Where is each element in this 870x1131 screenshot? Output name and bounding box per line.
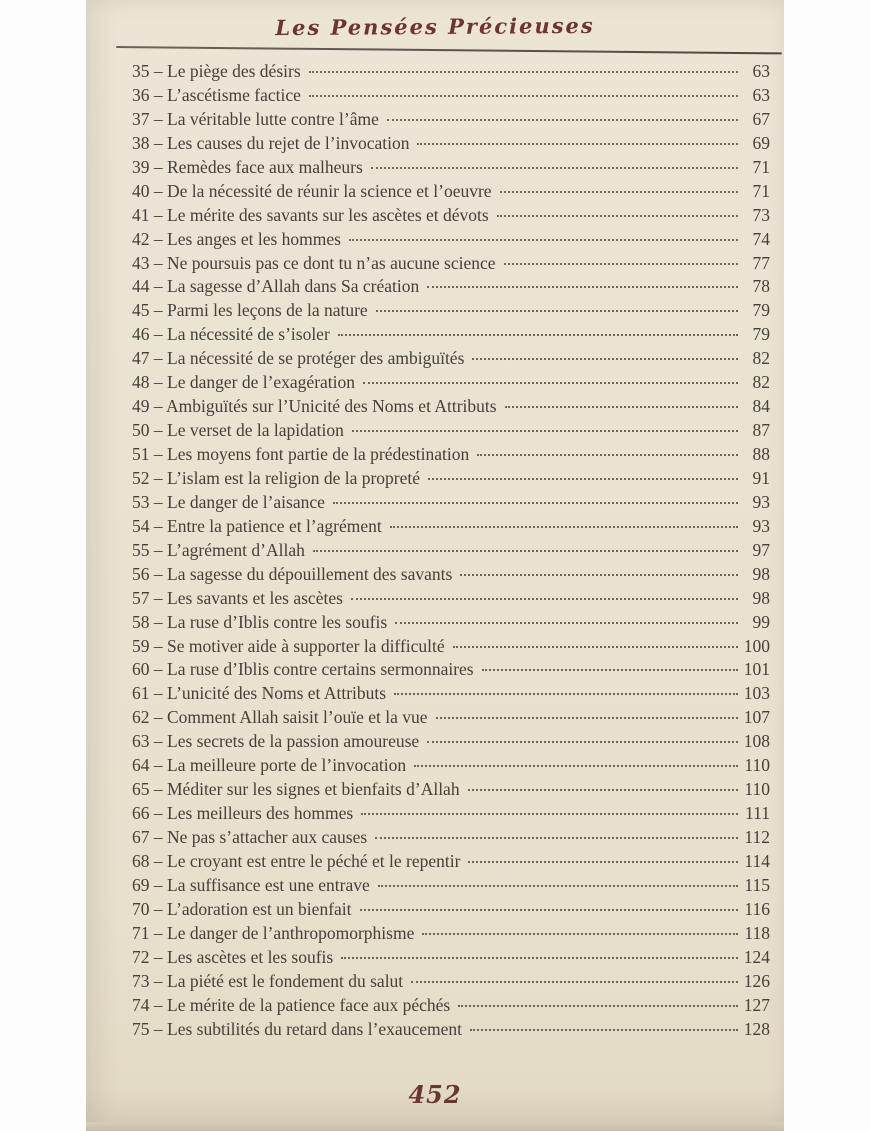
toc-entry-page: 112 bbox=[744, 827, 770, 847]
toc-entry bbox=[132, 443, 770, 467]
toc-entry bbox=[132, 898, 770, 922]
toc-entry-title: 47 – La nécessité de se protéger des ambiguïtés bbox=[132, 348, 465, 369]
toc-entry-title: 37 – La véritable lutte contre l’âme bbox=[132, 108, 379, 129]
toc-entry-title: 55 – L’agrément d’Allah bbox=[132, 539, 305, 560]
toc-entry-page: 87 bbox=[752, 420, 770, 441]
toc-entry-page: 69 bbox=[752, 132, 770, 153]
toc-entry-title: 62 – Comment Allah saisit l’ouïe et la vue bbox=[132, 707, 428, 728]
toc-entry-page: 100 bbox=[743, 635, 770, 656]
dot-leader bbox=[387, 119, 738, 121]
toc-entry-title: 64 – La meilleure porte de l’invocation bbox=[132, 755, 407, 776]
toc-entry-title: 72 – Les ascètes et les soufis bbox=[132, 946, 334, 967]
dot-leader bbox=[360, 909, 738, 911]
toc-entry-page: 126 bbox=[743, 970, 770, 991]
toc-entry-title: 44 – La sagesse d’Allah dans Sa création bbox=[132, 276, 420, 297]
dot-leader bbox=[427, 741, 738, 743]
toc-entry-page: 128 bbox=[743, 1018, 770, 1039]
toc-entry-title: 49 – Ambiguïtés sur l’Unicité des Noms et Attributs bbox=[132, 396, 497, 417]
page-number-footer: 452 bbox=[408, 1080, 462, 1109]
toc-entry bbox=[132, 347, 770, 371]
dot-leader bbox=[436, 717, 738, 719]
toc-entry bbox=[132, 826, 770, 850]
toc-entry bbox=[132, 1018, 770, 1042]
toc-entry bbox=[132, 108, 770, 132]
toc-entry-title: 73 – La piété est le fondement du salut bbox=[132, 970, 404, 991]
toc-entry-page: 110 bbox=[744, 755, 770, 776]
toc-entry bbox=[132, 658, 770, 682]
toc-entry-page: 63 bbox=[752, 84, 770, 105]
toc-entry-page: 97 bbox=[752, 539, 770, 560]
toc-entry-page: 99 bbox=[752, 611, 770, 632]
dot-leader bbox=[427, 286, 738, 288]
toc-entry-page: 116 bbox=[744, 898, 770, 919]
toc-entry-title: 42 – Les anges et les hommes bbox=[132, 228, 341, 249]
toc-entry-title: 45 – Parmi les leçons de la nature bbox=[132, 300, 368, 321]
dot-leader bbox=[338, 334, 738, 336]
toc-entry-title: 40 – De la nécessité de réunir la science et l’oeuvre bbox=[132, 180, 492, 201]
toc-entry-title: 65 – Méditer sur les signes et bienfaits d’Allah bbox=[132, 779, 460, 800]
dot-leader bbox=[395, 622, 738, 624]
toc-entry bbox=[132, 539, 770, 563]
toc-entry-page: 84 bbox=[752, 396, 770, 417]
dot-leader bbox=[497, 215, 738, 217]
dot-leader bbox=[375, 837, 738, 839]
dot-leader bbox=[333, 502, 738, 504]
toc-list bbox=[86, 58, 784, 1041]
toc-entry-page: 107 bbox=[743, 707, 770, 728]
toc-entry bbox=[132, 778, 770, 802]
toc-entry-page: 110 bbox=[744, 779, 770, 800]
dot-leader bbox=[468, 861, 738, 863]
page-bottom-edge bbox=[86, 1122, 784, 1131]
toc-entry-title: 61 – L’unicité des Noms et Attributs bbox=[132, 683, 387, 704]
dot-leader bbox=[390, 526, 738, 528]
toc-entry-page: 115 bbox=[744, 874, 770, 895]
toc-entry-page: 108 bbox=[743, 731, 770, 752]
toc-entry-page: 67 bbox=[752, 108, 770, 129]
toc-entry-page: 103 bbox=[743, 683, 770, 704]
toc-entry bbox=[132, 84, 770, 108]
dot-leader bbox=[453, 646, 738, 648]
toc-entry-page: 77 bbox=[752, 252, 770, 273]
toc-entry-page: 101 bbox=[743, 659, 770, 680]
toc-entry-page: 82 bbox=[752, 348, 770, 369]
toc-entry-title: 41 – Le mérite des savants sur les ascètes et dévots bbox=[132, 204, 489, 225]
toc-entry-page: 127 bbox=[743, 994, 770, 1015]
toc-entry bbox=[132, 204, 770, 228]
toc-entry bbox=[132, 922, 770, 946]
toc-entry bbox=[132, 395, 770, 419]
toc-entry-page: 93 bbox=[752, 491, 770, 512]
toc-entry-title: 39 – Remèdes face aux malheurs bbox=[132, 156, 363, 177]
toc-entry-page: 71 bbox=[752, 180, 770, 201]
dot-leader bbox=[349, 239, 738, 241]
toc-entry bbox=[132, 132, 770, 156]
toc-entry-title: 38 – Les causes du rejet de l’invocation bbox=[132, 132, 410, 153]
toc-entry bbox=[132, 180, 770, 204]
toc-entry-page: 98 bbox=[752, 587, 770, 608]
dot-leader bbox=[460, 574, 738, 576]
dot-leader bbox=[371, 167, 738, 169]
toc-entry bbox=[132, 802, 770, 826]
toc-entry-page: 114 bbox=[744, 850, 770, 871]
toc-entry bbox=[132, 682, 770, 706]
dot-leader bbox=[505, 406, 738, 408]
toc-entry-title: 66 – Les meilleurs des hommes bbox=[132, 803, 354, 824]
toc-entry-title: 67 – Ne pas s’attacher aux causes bbox=[132, 827, 368, 847]
toc-entry-page: 111 bbox=[745, 803, 770, 824]
toc-entry bbox=[132, 275, 770, 299]
toc-entry-title: 52 – L’islam est la religion de la propreté bbox=[132, 467, 421, 488]
dot-leader bbox=[376, 310, 738, 312]
dot-leader bbox=[414, 765, 738, 767]
toc-entry-title: 56 – La sagesse du dépouillement des savants bbox=[132, 563, 453, 584]
toc-entry bbox=[132, 563, 770, 587]
dot-leader bbox=[468, 789, 738, 791]
toc-entry bbox=[132, 850, 770, 874]
page-header bbox=[86, 0, 784, 58]
toc-entry bbox=[132, 228, 770, 252]
toc-entry-title: 43 – Ne poursuis pas ce dont tu n’as aucune science bbox=[132, 252, 496, 273]
dot-leader bbox=[500, 191, 738, 193]
toc-entry-title: 35 – Le piège des désirs bbox=[132, 61, 301, 81]
toc-entry bbox=[132, 299, 770, 323]
dot-leader bbox=[341, 957, 738, 959]
toc-entry-title: 54 – Entre la patience et l’agrément bbox=[132, 515, 382, 536]
dot-leader bbox=[472, 358, 738, 360]
toc-entry bbox=[132, 994, 770, 1018]
toc-entry-page: 79 bbox=[752, 324, 770, 345]
dot-leader bbox=[313, 550, 738, 552]
toc-entry-title: 58 – La ruse d’Iblis contre les soufis bbox=[132, 611, 388, 632]
dot-leader bbox=[394, 693, 738, 695]
toc-entry-page: 63 bbox=[752, 61, 770, 81]
toc-entry bbox=[132, 467, 770, 491]
toc-entry-title: 69 – La suffisance est une entrave bbox=[132, 874, 370, 895]
book-page bbox=[86, 0, 784, 1131]
dot-leader bbox=[363, 382, 738, 384]
toc-entry-page: 93 bbox=[752, 515, 770, 536]
toc-entry-title: 74 – Le mérite de la patience face aux péchés bbox=[132, 994, 451, 1015]
toc-entry-title: 68 – Le croyant est entre le péché et le repentir bbox=[132, 850, 461, 871]
header-rule bbox=[116, 46, 782, 54]
toc-entry-title: 71 – Le danger de l’anthropomorphisme bbox=[132, 922, 415, 943]
toc-entry-title: 75 – Les subtilités du retard dans l’exaucement bbox=[132, 1018, 462, 1039]
toc-entry-page: 74 bbox=[752, 228, 770, 249]
dot-leader bbox=[309, 71, 738, 73]
toc-entry-page: 82 bbox=[752, 372, 770, 393]
toc-entry-title: 70 – L’adoration est un bienfait bbox=[132, 898, 352, 919]
toc-entry bbox=[132, 754, 770, 778]
toc-entry-page: 78 bbox=[752, 276, 770, 297]
dot-leader bbox=[378, 885, 738, 887]
toc-entry-title: 46 – La nécessité de s’isoler bbox=[132, 324, 330, 345]
toc-entry bbox=[132, 323, 770, 347]
page-header-title: Les Pensées Précieuses bbox=[275, 12, 595, 41]
toc-entry bbox=[132, 419, 770, 443]
toc-entry-page: 118 bbox=[744, 922, 770, 943]
toc-entry bbox=[132, 970, 770, 994]
toc-entry bbox=[132, 491, 770, 515]
toc-entry-title: 48 – Le danger de l’exagération bbox=[132, 372, 356, 393]
toc-entry bbox=[132, 706, 770, 730]
toc-entry bbox=[132, 730, 770, 754]
dot-leader bbox=[352, 430, 738, 432]
toc-entry bbox=[132, 252, 770, 276]
toc-entry-title: 57 – Les savants et les ascètes bbox=[132, 587, 343, 608]
dot-leader bbox=[477, 454, 738, 456]
toc-entry-title: 59 – Se motiver aide à supporter la difficulté bbox=[132, 635, 445, 656]
dot-leader bbox=[411, 981, 738, 983]
toc-entry bbox=[132, 156, 770, 180]
toc-entry bbox=[132, 60, 770, 84]
toc-entry bbox=[132, 371, 770, 395]
toc-entry-page: 73 bbox=[752, 204, 770, 225]
toc-entry-page: 88 bbox=[752, 444, 770, 464]
toc-entry-title: 53 – Le danger de l’aisance bbox=[132, 491, 325, 512]
toc-entry bbox=[132, 946, 770, 970]
toc-entry-title: 63 – Les secrets de la passion amoureuse bbox=[132, 731, 420, 752]
toc-entry-title: 60 – La ruse d’Iblis contre certains sermonnaires bbox=[132, 659, 474, 680]
toc-entry bbox=[132, 587, 770, 611]
toc-entry-page: 98 bbox=[752, 563, 770, 584]
dot-leader bbox=[309, 95, 738, 97]
toc-entry bbox=[132, 515, 770, 539]
toc-entry-page: 79 bbox=[752, 300, 770, 321]
toc-entry bbox=[132, 611, 770, 635]
dot-leader bbox=[470, 1029, 738, 1031]
dot-leader bbox=[458, 1005, 738, 1007]
toc-entry bbox=[132, 635, 770, 659]
dot-leader bbox=[351, 598, 738, 600]
dot-leader bbox=[361, 813, 738, 815]
toc-entry-page: 91 bbox=[752, 467, 770, 488]
dot-leader bbox=[417, 143, 738, 145]
toc-entry-page: 71 bbox=[752, 156, 770, 177]
dot-leader bbox=[504, 263, 738, 265]
dot-leader bbox=[428, 478, 738, 480]
toc-entry bbox=[132, 874, 770, 898]
toc-entry-page: 124 bbox=[743, 946, 770, 967]
toc-entry-title: 50 – Le verset de la lapidation bbox=[132, 420, 344, 441]
dot-leader bbox=[422, 933, 738, 935]
toc-entry-title: 36 – L’ascétisme factice bbox=[132, 84, 301, 105]
toc-entry-title: 51 – Les moyens font partie de la prédestination bbox=[132, 444, 470, 464]
dot-leader bbox=[482, 669, 738, 671]
